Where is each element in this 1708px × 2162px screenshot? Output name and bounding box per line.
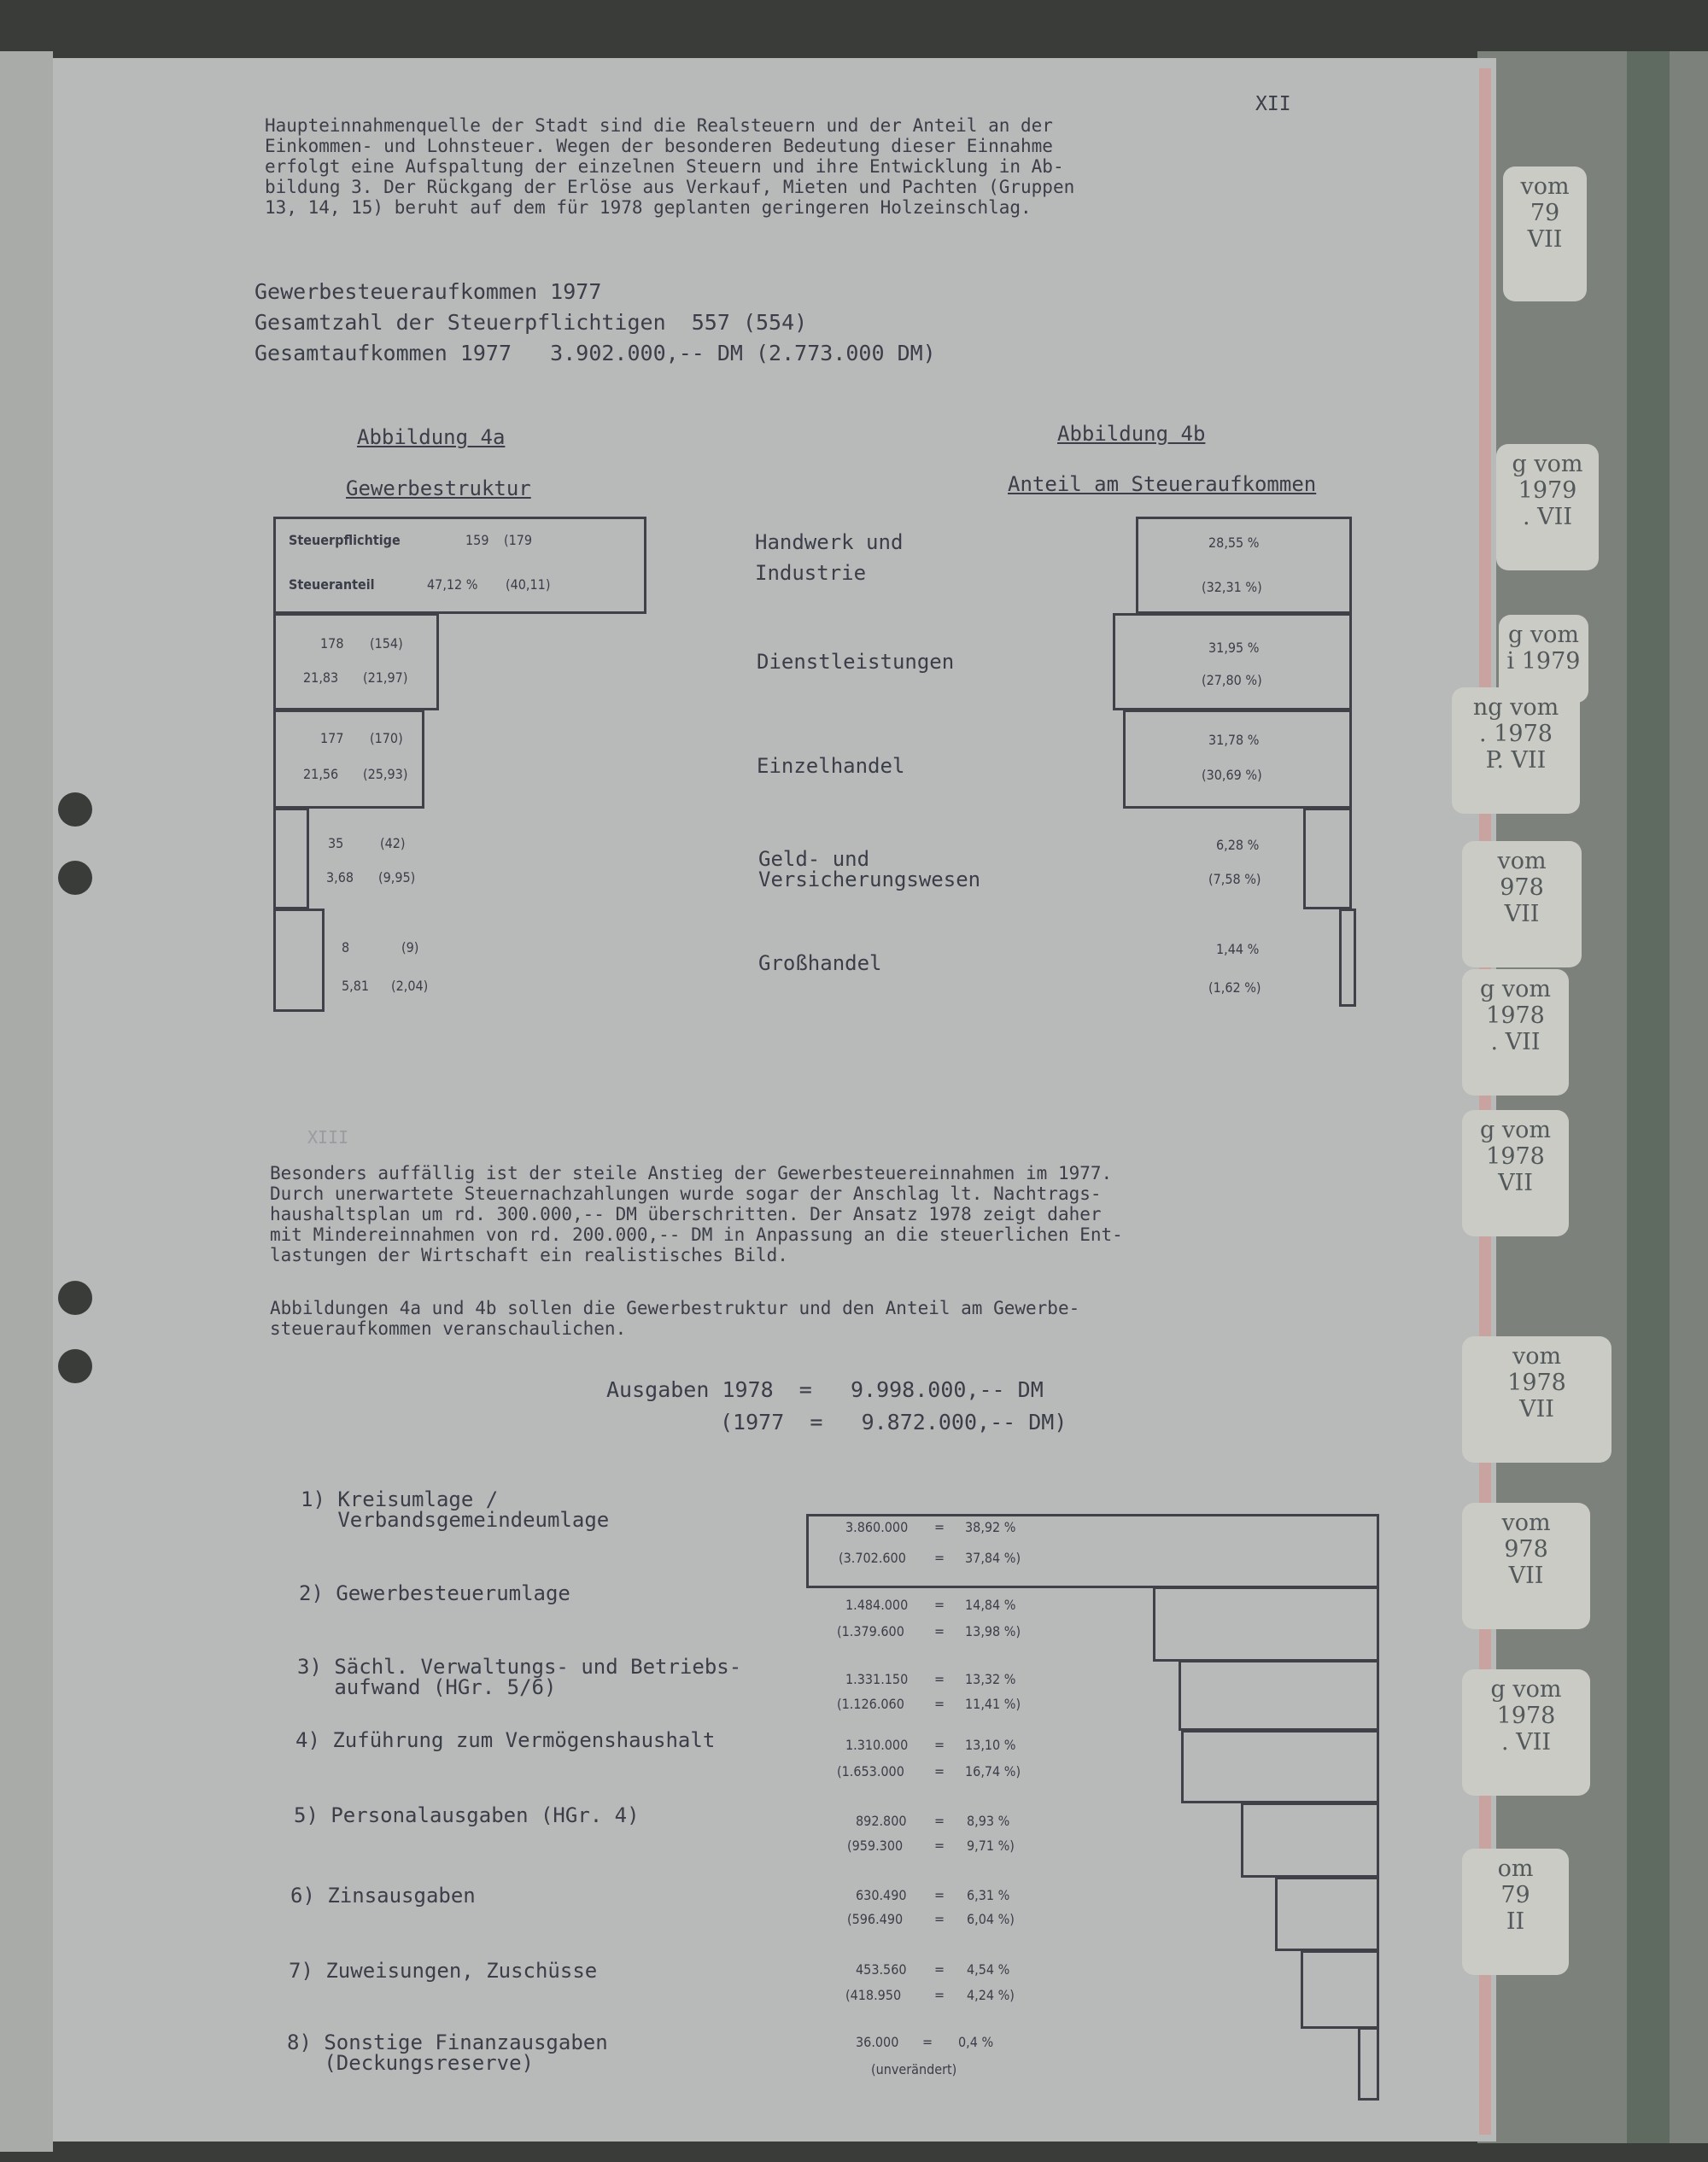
fig4b-bar [1136,517,1352,614]
fig4a-count: 159 [465,532,489,548]
binder-tab[interactable]: vom 1978 VII [1462,1336,1611,1463]
expense-pct: 13,10 % [965,1737,1016,1753]
punch-hole [58,1349,92,1383]
fig4a-count: 8 [342,939,350,955]
expense-label: 8) Sonstige Finanzausgaben (Deckungsreserve) [287,2031,608,2075]
fig4b-share: 28,55 % [1208,535,1260,551]
category-label: Geld- und Versicherungswesen [758,847,981,891]
fig4a-count-prev: (154) [370,635,403,652]
fig4b-share-prev: (27,80 %) [1202,672,1262,688]
expense-bar [1153,1586,1379,1662]
fig4b-bar [1113,613,1352,710]
expense-note: (unverändert) [871,2061,957,2077]
expense-amount: 3.860.000 [845,1519,909,1535]
expense-pct-prev: 6,04 %) [967,1911,1015,1927]
fig4a-count: 178 [320,635,344,652]
fig4a-share: 3,68 [326,869,354,885]
expense-label: 2) Gewerbesteuerumlage [299,1581,570,1605]
fig4a-share: 21,83 [303,669,339,686]
expense-bar [1241,1803,1379,1878]
expense-label: 1) Kreisumlage / Verbandsgemeindeumlage [301,1487,610,1532]
fig4b-bar [1339,909,1356,1007]
fig4b-label: Abbildung 4b [1057,422,1206,446]
binder-tab[interactable]: g vom 1978 . VII [1462,1669,1590,1796]
expense-pct: 0,4 % [958,2034,994,2050]
expense-label: 7) Zuweisungen, Zuschüsse [289,1959,598,1983]
expense-amount-prev: (418.950 [845,1987,902,2003]
expense-bar [1301,1950,1379,2029]
expense-pct: 14,84 % [965,1597,1016,1613]
expense-amount: 630.490 [856,1887,907,1903]
fig4a-label-taxshare: Steueranteil [289,576,375,593]
expense-amount: 892.800 [856,1813,907,1829]
intro-paragraph: Haupteinnahmenquelle der Stadt sind die Realsteuern und der Anteil an der Einkommen- und Lohnsteuer. Wegen der besonderen Bedeutung dieser Einnahme erfolgt eine Aufspaltung der einzelnen Steuern und ihre Entwicklung in Ab- bildung 3. Der Rückgang der Erlöse aus Verkauf, Mieten und Pachten (Gruppen 13, 14, 15) beruht auf dem für 1978 geplanten geringeren Holzeinschlag. [265,115,1075,218]
fig4b-share: 1,44 % [1216,941,1260,957]
expense-amount: 453.560 [856,1961,907,1978]
summary-line-2: Gesamtzahl der Steuerpflichtigen 557 (554) [254,310,808,335]
binder-tab[interactable]: ng vom . 1978 P. VII [1452,687,1580,814]
fig4a-bar [273,710,424,809]
expense-pct: 6,31 % [967,1887,1010,1903]
fig4a-count: 35 [328,835,344,851]
fig4b-share: 31,95 % [1208,640,1260,656]
binder-tab[interactable]: g vom i 1979 [1499,615,1588,703]
category-label: Einzelhandel [757,754,905,778]
fig4a-label-taxpayers: Steuerpflichtige [289,532,401,548]
left-page-edge [0,51,53,2152]
expense-bar [1181,1730,1379,1803]
fig4b-title: Anteil am Steueraufkommen [1008,472,1317,496]
expense-bar [1179,1660,1379,1731]
fig4a-count-prev: (42) [380,835,406,851]
expense-label: 3) Sächl. Verwaltungs- und Betriebs- aufwand (HGr. 5/6) [297,1655,742,1699]
fig4b-share-prev: (32,31 %) [1202,579,1262,595]
expense-pct: 8,93 % [967,1813,1010,1829]
summary-line-3: Gesamtaufkommen 1977 3.902.000,-- DM (2.773.000 DM) [254,341,936,365]
ausgaben-1977: (1977 = 9.872.000,-- DM) [720,1410,1068,1435]
fig4a-bar [273,613,439,710]
expense-pct-prev: 9,71 %) [967,1838,1015,1854]
fig4a-share-prev: (9,95) [378,869,416,885]
binder-tab[interactable]: g vom 1978 VII [1462,1110,1569,1236]
expense-amount: 1.310.000 [845,1737,909,1753]
expense-amount-prev: (596.490 [847,1911,904,1927]
category-label: Dienstleistungen [757,650,955,674]
expense-amount-prev: (1.126.060 [837,1696,904,1712]
punch-hole [58,1281,92,1315]
punch-hole [58,792,92,827]
fig4b-share-prev: (30,69 %) [1202,767,1262,783]
fig4a-share: 47,12 % [427,576,478,593]
binder-spine [1627,51,1670,2143]
fig4a-count-prev: (170) [370,730,403,746]
expense-amount: 1.484.000 [845,1597,909,1613]
expense-amount: 1.331.150 [845,1671,909,1687]
fig4a-share: 5,81 [342,978,370,994]
fig4a-bar [273,808,309,909]
expense-pct: 4,54 % [967,1961,1010,1978]
fig4b-share: 6,28 % [1216,837,1260,853]
expense-amount-prev: (1.653.000 [837,1763,904,1779]
punch-hole [58,861,92,895]
expense-pct-prev: 16,74 %) [965,1763,1021,1779]
expense-bar [1275,1877,1379,1951]
fig4a-share-prev: (21,97) [363,669,408,686]
expense-label: 4) Zuführung zum Vermögenshaushalt [295,1728,716,1752]
fig4b-bar [1123,710,1352,809]
expense-label: 6) Zinsausgaben [290,1884,476,1908]
binder-tab[interactable]: om 79 II [1462,1849,1569,1975]
fig4a-label: Abbildung 4a [357,425,506,449]
fig4a-count-prev: (179 [504,532,533,548]
binder-tab[interactable]: g vom 1978 . VII [1462,969,1569,1096]
binder-tab[interactable]: g vom 1979 . VII [1496,444,1599,570]
expense-amount-prev: (959.300 [847,1838,904,1854]
expense-label: 5) Personalausgaben (HGr. 4) [294,1803,640,1827]
fig4a-bar [273,909,325,1012]
expense-pct-prev: 37,84 %) [965,1550,1021,1566]
section-mark: XIII [307,1127,349,1148]
page-number: XII [1255,93,1291,115]
fig4b-share-prev: (7,58 %) [1208,871,1261,887]
fig4b-share-prev: (1,62 %) [1208,979,1261,996]
fig4b-bar [1303,808,1352,909]
fig4a-share: 21,56 [303,766,339,782]
body-paragraph-2: Besonders auffällig ist der steile Anstieg der Gewerbesteuereinnahmen im 1977. Durch unerwartete Steuernachzahlungen wurde sogar der Anschlag lt. Nachtrags- haushaltsplan um rd. 300.000,-- DM überschritten. Der Ansatz 1978 zeigt daher mit Mindereinnahmen von rd. 200.000,-- DM in Anpassung an die steuerlichen Ent- lastungen der Wirtschaft ein realistisches Bild. [270,1163,1123,1265]
expense-pct: 38,92 % [965,1519,1016,1535]
fig4a-share-prev: (40,11) [506,576,551,593]
body-paragraph-3: Abbildungen 4a und 4b sollen die Gewerbestruktur und den Anteil am Gewerbe- steueraufkommen veranschaulichen. [270,1298,1080,1339]
binder-edge [1477,51,1708,2143]
expense-pct-prev: 4,24 %) [967,1987,1015,2003]
binder-tab[interactable]: vom 978 VII [1462,841,1582,967]
fig4a-share-prev: (2,04) [391,978,429,994]
binder-tab[interactable]: vom 79 VII [1503,167,1587,301]
expense-pct: 13,32 % [965,1671,1016,1687]
binder-tab[interactable]: vom 978 VII [1462,1503,1590,1629]
page-stack-edge [1479,68,1491,2135]
fig4a-title: Gewerbestruktur [346,476,531,500]
fig4a-count: 177 [320,730,344,746]
fig4a-share-prev: (25,93) [363,766,408,782]
expense-bar [1358,2027,1379,2101]
expense-amount-prev: (1.379.600 [837,1623,904,1639]
category-label: Großhandel [758,951,882,975]
expense-pct-prev: 11,41 %) [965,1696,1021,1712]
summary-line-1: Gewerbesteueraufkommen 1977 [254,279,602,304]
ausgaben-1978: Ausgaben 1978 = 9.998.000,-- DM [606,1377,1044,1402]
category-label: Handwerk und Industrie [755,530,904,585]
expense-pct-prev: 13,98 %) [965,1623,1021,1639]
fig4b-share: 31,78 % [1208,732,1260,748]
expense-amount: 36.000 [856,2034,899,2050]
expense-amount-prev: (3.702.600 [839,1550,906,1566]
fig4a-count-prev: (9) [401,939,419,955]
